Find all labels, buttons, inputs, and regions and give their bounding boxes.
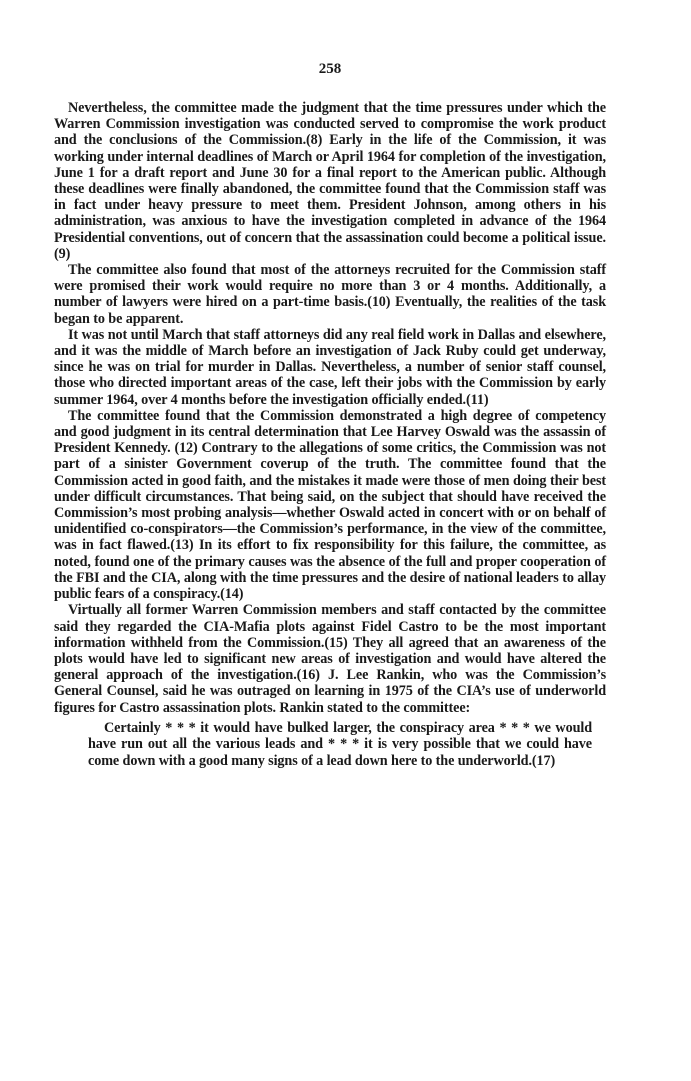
paragraph: It was not until March that staff attorneys did any real field work in Dallas and elsewhere, and it was the middle of March before an investigation of Jack Ruby could get underway, since he was on trial for murder in Dallas. Nevertheless, a number of senior staff counsel, those who directed important areas of the case, left their jobs with the Commission by early summer 1964, over 4 months before the investigation officially ended.(11) <box>54 326 606 408</box>
paragraph: The committee found that the Commission demonstrated a high degree of competency and good judgment in its central determination that Lee Harvey Oswald was the assassin of President Kennedy. (12) Contrary to the allegations of some critics, the Commission was not part of a sinister Government coverup of the truth. The committee found that the Commission acted in good faith, and the mistakes it made were those of men doing their best under difficult circumstances. That being said, on the subject that should have received the Commission’s most probing analysis—whether Oswald acted in concert with or on behalf of unidentified co-conspirators—the Commission’s performance, in the view of the committee, was in fact flawed.(13) In its effort to fix responsibility for this failure, the committee, as noted, found one of the primary causes was the absence of the full and proper cooperation of the FBI and the CIA, along with the time pressures and the desire of national leaders to allay public fears of a conspiracy.(14) <box>54 407 606 603</box>
document-page <box>54 60 606 769</box>
block-quote: Certainly * * * it would have bulked larger, the conspiracy area * * * we would have run out all the various leads and * * * it is very possible that we could have come down with a good many signs of a lead down here to the underworld.(17) <box>88 719 592 769</box>
paragraph: Virtually all former Warren Commission members and staff contacted by the committee said they regarded the CIA-Mafia plots against Fidel Castro to be the most important information withheld from the Commission.(15) They all agreed that an awareness of the plots would have led to significant new areas of investigation and would have altered the general approach of the investigation.(16) J. Lee Rankin, who was the Commission’s General Counsel, said he was outraged on learning in 1975 of the CIA’s use of underworld figures for Castro assassination plots. Rankin stated to the committee: <box>54 602 606 716</box>
page-number: 258 <box>318 61 342 77</box>
paragraph: The committee also found that most of the attorneys recruited for the Commission staff were promised their work would require no more than 3 or 4 months. Additionally, a number of lawyers were hired on a part-time basis.(10) Eventually, the realities of the task began to be apparent. <box>54 262 606 327</box>
paragraph: Nevertheless, the committee made the judgment that the time pressures under which the Warren Commission investigation was conducted served to compromise the work product and the conclusions of the Commission.(8) Early in the life of the Commission, it was working under internal deadlines of March or April 1964 for completion of the investigation, June 1 for a draft report and June 30 for a final report to the American public. Although these deadlines were finally abandoned, the committee found that the Commission staff was in fact under heavy pressure to meet them. President Johnson, among others in his administration, was anxious to have the investigation completed in advance of the 1964 Presidential conventions, out of concern that the assassination could become a political issue.(9) <box>54 100 606 262</box>
